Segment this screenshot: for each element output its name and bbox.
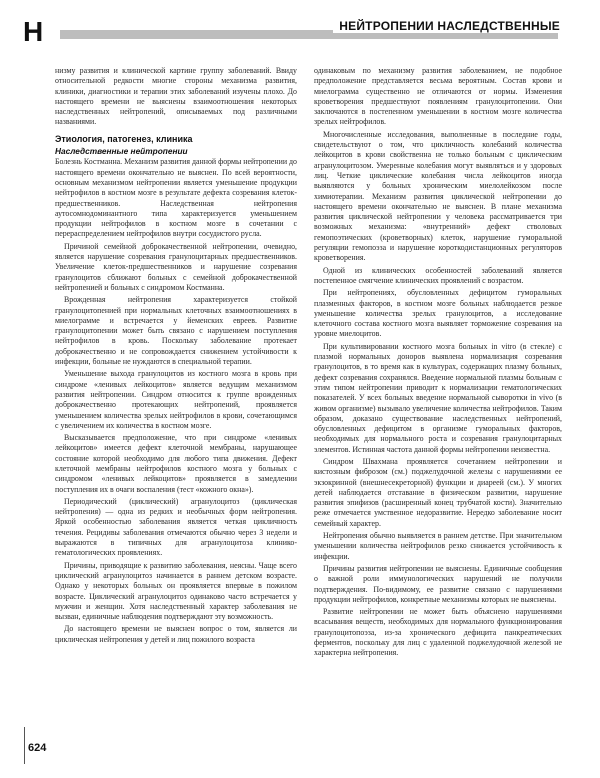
- dictionary-letter: Н: [23, 16, 44, 47]
- running-title: НЕЙТРОПЕНИИ НАСЛЕДСТВЕННЫЕ: [333, 19, 560, 33]
- paragraph: Многочисленные исследования, выполненные в последние годы, свидетельствуют о том, что цикличность колебаний количества лейкоцитов в крови свойственна не только больным с циклическим агранулоцитозом. Умеренные колебания могут выявляться и у здоровых лиц. Четкие циклические колебания числа лейкоцитов иногда выявляются у больных хроническим миелолейкозом после химиотерапии. Механизм развития циклической нейтропении до настоящего времени окончательно не выяснен. В плане механизма развития циклической нейтропении у человека рассматривается три возможных механизма: «внутренний» дефект стволовых гемопоэтических (кроветворных) клеток, нарушение гуморальной регуляции гемопоэза и нарушение короткодистанционных регуляторов кроветворения.: [314, 129, 562, 263]
- left-column: [55, 66, 297, 647]
- paragraph: Болезнь Костманна. Механизм развития данной формы нейтропении до настоящего времени окончательно не выяснен. По всей вероятности, основным механизмом нейтропении является уменьшение продукции нейтрофилов в костном мозге в результате дефекта созревания клеток-предшественников. Наследственная нейтропения аутосомнодоминантного типа характеризуется уменьшением продукции нейтрофилов в костном мозге в сочетании с перераспределением нейтрофилов внутри сосудистого русла.: [55, 157, 297, 239]
- page-number: 624: [28, 742, 47, 754]
- paragraph: Одной из клинических особенностей заболеваний является постепенное смягчение клинических проявлений с возрастом.: [314, 265, 562, 285]
- paragraph: Врожденная нейтропения характеризуется стойкой гранулоцитопенией при нормальных клеточных взаимоотношениях в миелограмме и встречается у йеменских евреев. Развитие гранулоцитопении может быть связано с нарушением поступления нейтрофилов в кровь. Поскольку заболевание протекает доброкачественно и не сопровождается снижением устойчивости к инфекции, больные не нуждаются в специальной терапии.: [55, 295, 297, 367]
- paragraph: Причины развития нейтропении не выяснены. Единичные сообщения о важной роли иммунологических нарушений не получили подтверждения. По-видимому, ее развитие связано с нарушениями продукции нейтрофилов, конкретные механизмы которых не выяснены.: [314, 563, 562, 604]
- right-column: [314, 66, 562, 661]
- paragraph: Периодический (циклический) агранулоцитоз (циклическая нейтропения) — одна из редких и необычных форм нейтропения. Яркой особенностью заболевания является четкая цикличность течения. Рецидивы заболевания отмечаются обычно через 3 недели и выражаются в типичных для агранулоцитоза клинико-гематологических проявлениях.: [55, 496, 297, 558]
- paragraph: Высказывается предположение, что при синдроме «ленивых лейкоцитов» имеется дефект клеточной мембраны, нарушающее состояние которой необходимо для любого типа движения. Дефект клеточной мембраны нейтрофилов костного мозга у больных с синдромом «ленивых лейкоцитов» проявляется в замедлении поступления их в очаги воспаления (тест «кожного окна»).: [55, 433, 297, 494]
- page-number-rule: [24, 727, 25, 764]
- paragraph: До настоящего времени не выяснен вопрос о том, является ли циклическая нейтропения у детей и лиц пожилого возраста: [55, 624, 297, 644]
- paragraph: Причины, приводящие к развитию заболевания, неясны. Чаще всего циклический агранулоцитоз начинается в раннем детском возрасте. Однако у некоторых больных он проявляется впервые в пожилом возрасте. Циклический агранулоцитоз одинаково часто встречается у мужчин и женщин. Хотя наследственный характер заболевания не вызван, единичные наблюдения подтверждают эту возможность.: [55, 560, 297, 622]
- paragraph: Причиной семейной доброкачественной нейтропении, очевидно, является нарушение созревания гранулоцитарных предшественников. Увеличение клеток-предшественников и нарушение созревания гранулоцитов сближают больных с семейной доброкачественной нейтропенией и больных с синдромом Костманна.: [55, 241, 297, 292]
- paragraph: Нейтропения обычно выявляется в раннем детстве. При значительном уменьшении количества нейтрофилов резко снижается устойчивость к инфекции.: [314, 531, 562, 561]
- paragraph: Синдром Швахмана проявляется сочетанием нейтропении и кистозным фиброзом (см.) поджелудочной железы с нарушениями ее экзокринной (внешнесекреторной) функции и диареей (см.). У многих детей наблюдается отставание в физическом развитии, нарушение развития эпифизов (расширенный конец трубчатой кости). Значительно реже отмечается умственное недоразвитие. Нередко заболевание носит семейный характер.: [314, 456, 562, 528]
- paragraph: При культивировании костного мозга больных in vitro (в стекле) с плазмой нормальных доноров выявлена нормализация созревания гранулоцитов, в то время как в культурах, содержащих плазму больных, дефект созревания сохранялся. Введение нормальной плазмы больным с этим типом нейтропении приводит к нормализации гематологических показателей. У всех больных введение нормальной сыворотки in vivo (в живом организме) вызывало увеличение количества нейтрофилов. Таким образом, доказано существование наследственных нейтропений, обусловленных дефицитом в организме гуморальных факторов, необходимых для нормального роста и созревания гранулоцитарных элементов. Истинная частота данной формы нейтропении неизвестна.: [314, 341, 562, 454]
- paragraph: При нейтропениях, обусловленных дефицитом гуморальных плазменных факторов, в костном мозге больных наблюдается резкое уменьшение количества зрелых гранулоцитов, а исследование клеточного состава костного мозга выявляет торможение созревания на уровне миелоцитов.: [314, 288, 562, 339]
- section-title: Этиология, патогенез, клиника: [55, 133, 193, 144]
- paragraph: Развитие нейтропении не может быть объяснено нарушениями всасывания веществ, необходимых для нормального функционирования гранулоцитопоэза, из-за хронического дефицита панкреатических ферментов, поскольку для лиц с удаленной поджелудочной железой не характерна нейтропения.: [314, 607, 562, 658]
- paragraph: Уменьшение выхода гранулоцитов из костного мозга в кровь при синдроме «ленивых лейкоцитов» является ведущим механизмом развития нейтропении. Синдром относится к группе врожденных доброкачественно протекающих нейтропений, проявляется уменьшением количества зрелых нейтрофилов в крови, сочетающимся с увеличением их количества в костном мозге.: [55, 369, 297, 430]
- subsection-title: Наследственные нейтропении: [55, 146, 188, 157]
- paragraph: одинаковым по механизму развития заболеванием, не подобное предположение представляется весьма вероятным. Состав крови и миелограмма существенно не отличаются от нормы. Изменения кроветворения предшествуют появлениям гранулоцитопении. Они заключаются в постепенном уменьшении в костном мозге количества зрелых нейтрофилов.: [314, 66, 562, 127]
- paragraph: низму развития и клинической картине группу заболеваний. Ввиду относительной редкости многие стороны механизма развития, клиники, диагностики и терапии этих заболеваний изучены плохо. До настоящего времени не выяснены взаимоотношения некоторых наследственных нейтропений, описываемых под различными названиями.: [55, 66, 297, 127]
